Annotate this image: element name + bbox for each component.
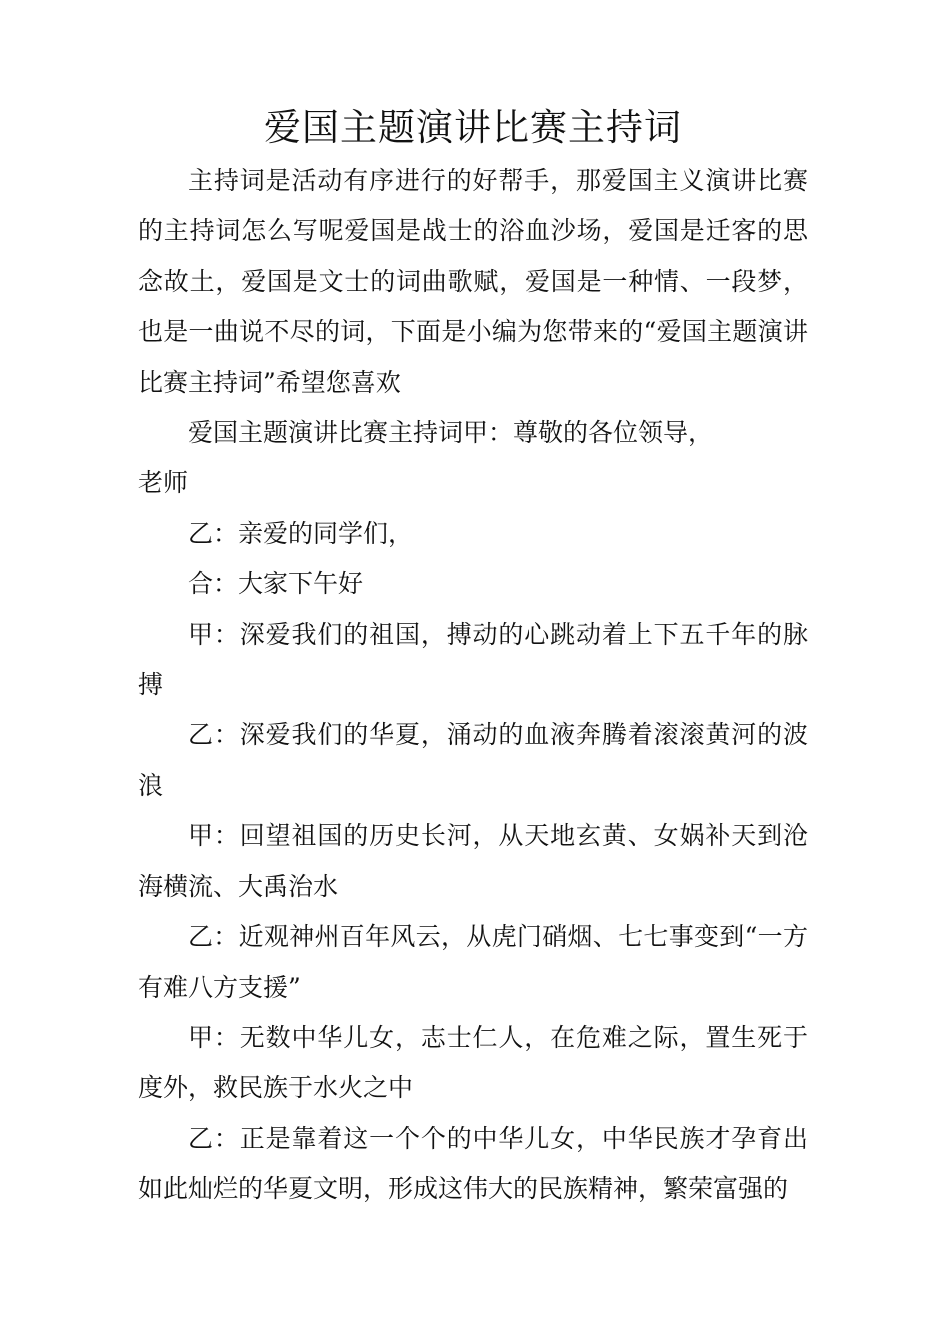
- paragraph-host-b-greeting: 乙：亲爱的同学们，: [188, 518, 414, 548]
- document-title: 爱国主题演讲比赛主持词: [264, 106, 682, 149]
- paragraph-teachers: 老师: [138, 468, 189, 498]
- paragraph-host-b-3: 乙：正是靠着这一个个的中华儿女，中华民族才孕育出如此灿烂的华夏文明，形成这伟大的民族精神，繁荣富强的: [138, 1123, 808, 1204]
- paragraph-host-b-2: 乙：近观神州百年风云，从虎门硝烟、七七事变到“一方有难八方支援”: [138, 922, 808, 1002]
- paragraph-together-greeting: 合：大家下午好: [188, 569, 364, 599]
- paragraph-host-b-1: 乙：深爱我们的华夏，涌动的血液奔腾着滚滚黄河的波浪: [138, 720, 808, 800]
- paragraph-host-a-2: 甲：回望祖国的历史长河，从天地玄黄、女娲补天到沧海横流、大禹治水: [138, 821, 808, 901]
- paragraph-intro: 主持词是活动有序进行的好帮手，那爱国主义演讲比赛的主持词怎么写呢爱国是战士的浴血沙场，爱国是迁客的思念故土，爱国是文士的词曲歌赋，爱国是一种情、一段梦，也是一曲说不尽的词，下面是小编为您带来的“爱国主题演讲比赛主持词”希望您喜欢: [138, 166, 808, 397]
- paragraph-host-a-greeting: 爱国主题演讲比赛主持词甲：尊敬的各位领导，: [188, 418, 714, 448]
- paragraph-host-a-1: 甲：深爱我们的祖国，搏动的心跳动着上下五千年的脉搏: [138, 619, 808, 700]
- paragraph-host-a-3: 甲：无数中华儿女，志士仁人，在危难之际，置生死于度外，救民族于水火之中: [138, 1022, 808, 1103]
- document-body: [138, 100, 808, 1215]
